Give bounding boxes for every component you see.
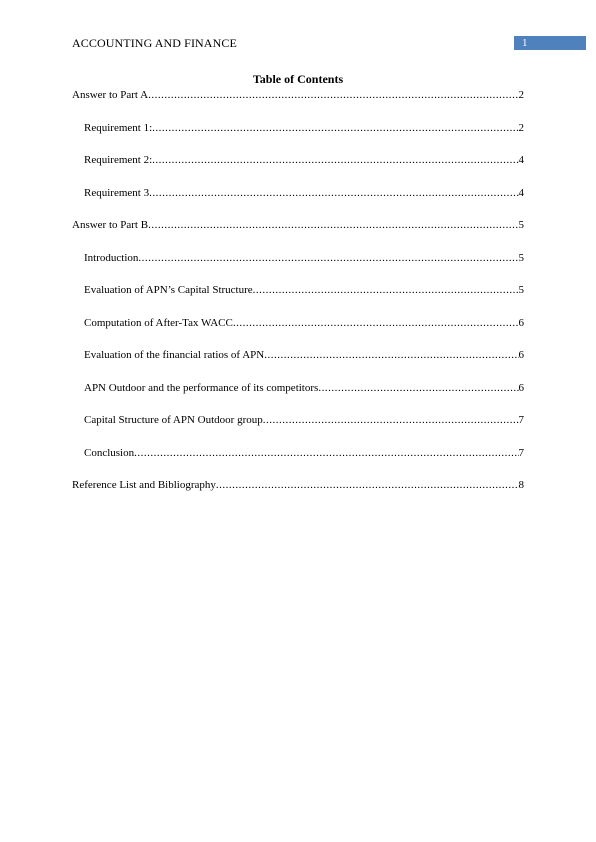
toc-entry-page: 5 — [518, 251, 524, 264]
toc-entry-capital-structure-evaluation[interactable] — [84, 283, 524, 297]
toc-leader — [134, 446, 518, 460]
toc-entry-wacc[interactable] — [84, 316, 524, 330]
toc-entry-label: Answer to Part A — [72, 89, 149, 101]
toc-leader — [152, 153, 518, 167]
toc-entry-requirement-3[interactable] — [84, 186, 524, 200]
toc-entry-capital-structure-group[interactable] — [84, 413, 524, 427]
toc-entry-label: Requirement 3 — [84, 186, 150, 199]
toc-entry-page: 7 — [518, 446, 524, 459]
toc-entry-introduction[interactable] — [84, 251, 524, 265]
toc-leader — [318, 381, 518, 395]
toc-leader — [263, 413, 519, 427]
toc-entry-label: Reference List and Bibliography — [72, 479, 216, 491]
toc-heading: Table of Contents — [252, 72, 344, 86]
toc-entry-label: Evaluation of the financial ratios of APN — [84, 349, 265, 361]
header-title: ACCOUNTING AND FINANCE — [72, 36, 237, 50]
toc-entry-label: Evaluation of APN’s Capital Structure — [84, 284, 253, 296]
toc-entry-page: 6 — [518, 349, 524, 361]
toc-entry-answer-part-a[interactable] — [72, 88, 524, 102]
toc-leader — [149, 186, 518, 200]
toc-entry-conclusion[interactable] — [84, 446, 524, 460]
toc-leader — [253, 283, 519, 297]
toc-entry-label: APN Outdoor and the performance of its competitors — [84, 381, 319, 394]
toc-entry-label: Conclusion — [84, 446, 135, 459]
toc-leader — [216, 478, 519, 492]
toc-entry-requirement-1[interactable] — [84, 121, 524, 135]
toc-entry-label: Computation of After-Tax WACC — [84, 316, 233, 329]
toc-entry-page: 5 — [518, 284, 524, 296]
toc-leader — [148, 88, 518, 102]
toc-entry-label: Introduction — [84, 251, 139, 264]
toc-entry-label: Capital Structure of APN Outdoor group — [84, 414, 263, 426]
toc-entry-label: Answer to Part B — [72, 219, 149, 231]
page-number: 1 — [514, 36, 586, 50]
toc-leader — [148, 218, 518, 232]
toc-leader — [264, 348, 518, 362]
toc-entry-reference-list[interactable] — [72, 478, 524, 492]
toc-entry-competitors[interactable] — [84, 381, 524, 395]
toc-entry-page: 4 — [518, 186, 524, 199]
toc-entry-page: 2 — [518, 89, 524, 101]
toc-entry-answer-part-b[interactable] — [72, 218, 524, 232]
toc-entry-financial-ratios[interactable] — [84, 348, 524, 362]
toc-entry-page: 5 — [518, 219, 524, 231]
toc-entry-page: 2 — [518, 121, 524, 134]
toc-leader — [233, 316, 519, 330]
toc-entry-page: 6 — [518, 381, 524, 394]
toc-leader — [138, 251, 518, 265]
toc-entry-label: Requirement 1: — [84, 121, 153, 134]
toc-entry-page: 8 — [518, 479, 524, 491]
toc-entry-page: 7 — [518, 414, 524, 426]
toc-entry-requirement-2[interactable] — [84, 153, 524, 167]
toc-entry-page: 4 — [518, 154, 524, 166]
toc-leader — [152, 121, 518, 135]
toc-entry-label: Requirement 2: — [84, 154, 153, 166]
toc-entry-page: 6 — [518, 316, 524, 329]
